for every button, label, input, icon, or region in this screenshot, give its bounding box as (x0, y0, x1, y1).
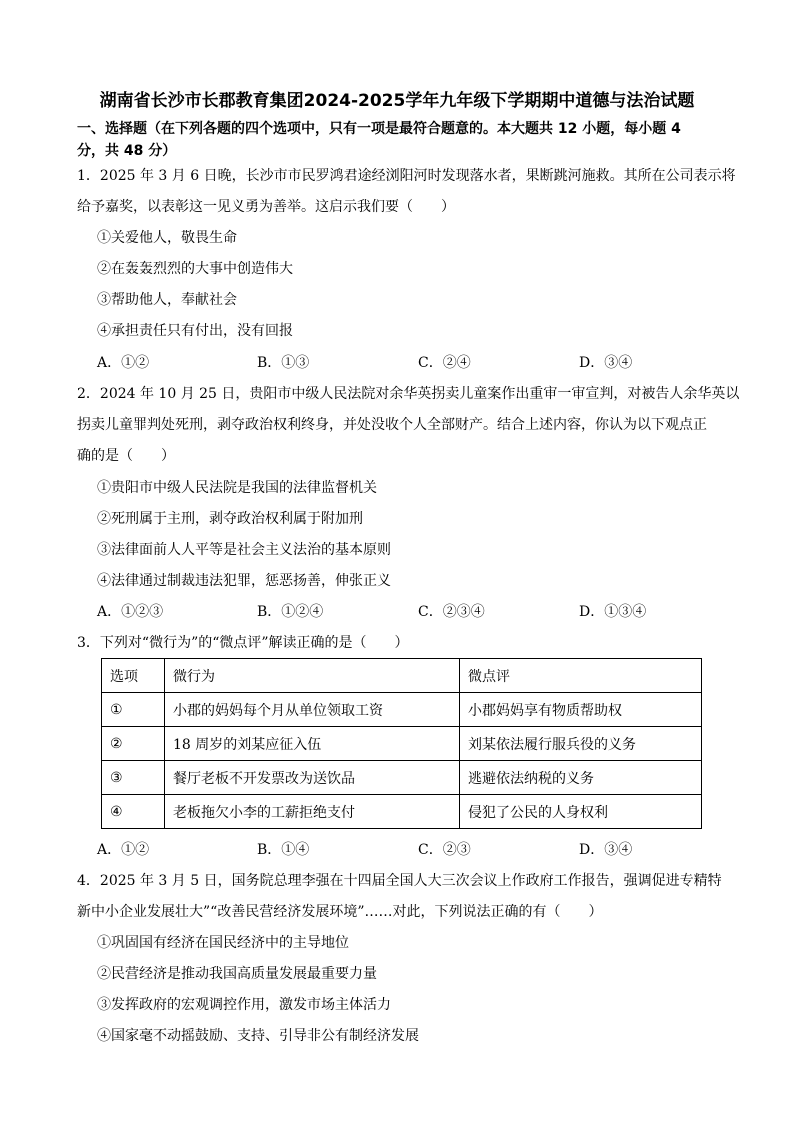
q4-item-3: ③发挥政府的宏观调控作用，激发市场主体活力 (97, 997, 391, 1013)
q1-item-4: ④承担责任只有付出，没有回报 (97, 323, 293, 339)
q1-item-3: ③帮助他人，奉献社会 (97, 292, 237, 308)
table-cell: 小郡妈妈享有物质帮助权 (460, 693, 702, 727)
q2-item-4: ④法律通过制裁违法犯罪，惩恶扬善，伸张正义 (97, 573, 391, 589)
table-header-row (102, 659, 702, 693)
q2-stem-line2: 拐卖儿童罪判处死刑，剥夺政治权利终身，并处没收个人全部财产。结合上述内容，你认为以下观点正 (77, 417, 707, 433)
table-cell: 老板拖欠小李的工薪拒绝支付 (165, 795, 460, 829)
q3-table (101, 658, 702, 829)
table-header-cell: 微点评 (460, 659, 702, 693)
exam-title: 湖南省长沙市长郡教育集团2024-2025学年九年级下学期期中道德与法治试题 (99, 91, 695, 111)
q1-item-1: ①关爱他人，敬畏生命 (97, 230, 237, 246)
q2-choice-d[interactable]: D．①③④ (579, 604, 647, 620)
section-heading-line2: 分，共 48 分） (77, 143, 177, 159)
q2-item-3: ③法律面前人人平等是社会主义法治的基本原则 (97, 542, 391, 558)
table-cell: ② (102, 727, 165, 761)
q4-stem-line2: 新中小企业发展壮大”“改善民营经济发展环境”……对此，下列说法正确的有（ ） (77, 904, 603, 920)
q3-choice-d[interactable]: D．③④ (579, 842, 633, 858)
section-heading-line1: 一、选择题（在下列各题的四个选项中，只有一项是最符合题意的。本大题共 12 小题，每小题 4 (77, 121, 681, 137)
table-row (102, 761, 702, 795)
table-cell: ① (102, 693, 165, 727)
table-cell: 小郡的妈妈每个月从单位领取工资 (165, 693, 460, 727)
q1-stem-line1: 1．2025 年 3 月 6 日晚，长沙市市民罗鸿君途经浏阳河时发现落水者，果断跳河施救。其所在公司表示将 (77, 168, 736, 184)
q2-item-1: ①贵阳市中级人民法院是我国的法律监督机关 (97, 480, 377, 496)
q3-choice-a[interactable]: A．①② (97, 842, 150, 858)
table-header-cell: 微行为 (165, 659, 460, 693)
q4-item-2: ②民营经济是推动我国高质量发展最重要力量 (97, 966, 377, 982)
table-cell: 侵犯了公民的人身权利 (460, 795, 702, 829)
q2-item-2: ②死刑属于主刑，剥夺政治权利属于附加刑 (97, 511, 363, 527)
table-row (102, 693, 702, 727)
q1-item-2: ②在轰轰烈烈的大事中创造伟大 (97, 261, 293, 277)
q3-choice-b[interactable]: B．①④ (257, 842, 310, 858)
q2-choice-a[interactable]: A．①②③ (97, 604, 164, 620)
table-cell: 刘某依法履行服兵役的义务 (460, 727, 702, 761)
q1-choice-c[interactable]: C．②④ (418, 355, 471, 371)
table-header-cell: 选项 (102, 659, 165, 693)
table-cell: ③ (102, 761, 165, 795)
q2-choice-b[interactable]: B．①②④ (257, 604, 324, 620)
q2-choice-c[interactable]: C．②③④ (418, 604, 485, 620)
q3-stem-line1: 3．下列对“微行为”的“微点评”解读正确的是（ ） (77, 635, 409, 651)
table-cell: 餐厅老板不开发票改为送饮品 (165, 761, 460, 795)
q1-choice-b[interactable]: B．①③ (257, 355, 310, 371)
q3-choice-c[interactable]: C．②③ (418, 842, 471, 858)
q4-item-1: ①巩固国有经济在国民经济中的主导地位 (97, 935, 349, 951)
table-row (102, 727, 702, 761)
table-cell: 逃避依法纳税的义务 (460, 761, 702, 795)
q1-choice-a[interactable]: A．①② (97, 355, 150, 371)
table-cell: ④ (102, 795, 165, 829)
table-cell: 18 周岁的刘某应征入伍 (165, 727, 460, 761)
q1-choice-d[interactable]: D．③④ (579, 355, 633, 371)
q2-stem-line1: 2．2024 年 10 月 25 日，贵阳市中级人民法院对余华英拐卖儿童案作出重审一审宣判，对被告人余华英以 (77, 386, 740, 402)
table-row (102, 795, 702, 829)
q1-stem-line2: 给予嘉奖，以表彰这一见义勇为善举。这启示我们要（ ） (77, 199, 455, 215)
q2-stem-line3: 确的是（ ） (77, 448, 175, 464)
q4-item-4: ④国家毫不动摇鼓励、支持、引导非公有制经济发展 (97, 1028, 419, 1044)
q4-stem-line1: 4．2025 年 3 月 5 日，国务院总理李强在十四届全国人大三次会议上作政府工作报告，强调促进专精特 (77, 873, 722, 889)
